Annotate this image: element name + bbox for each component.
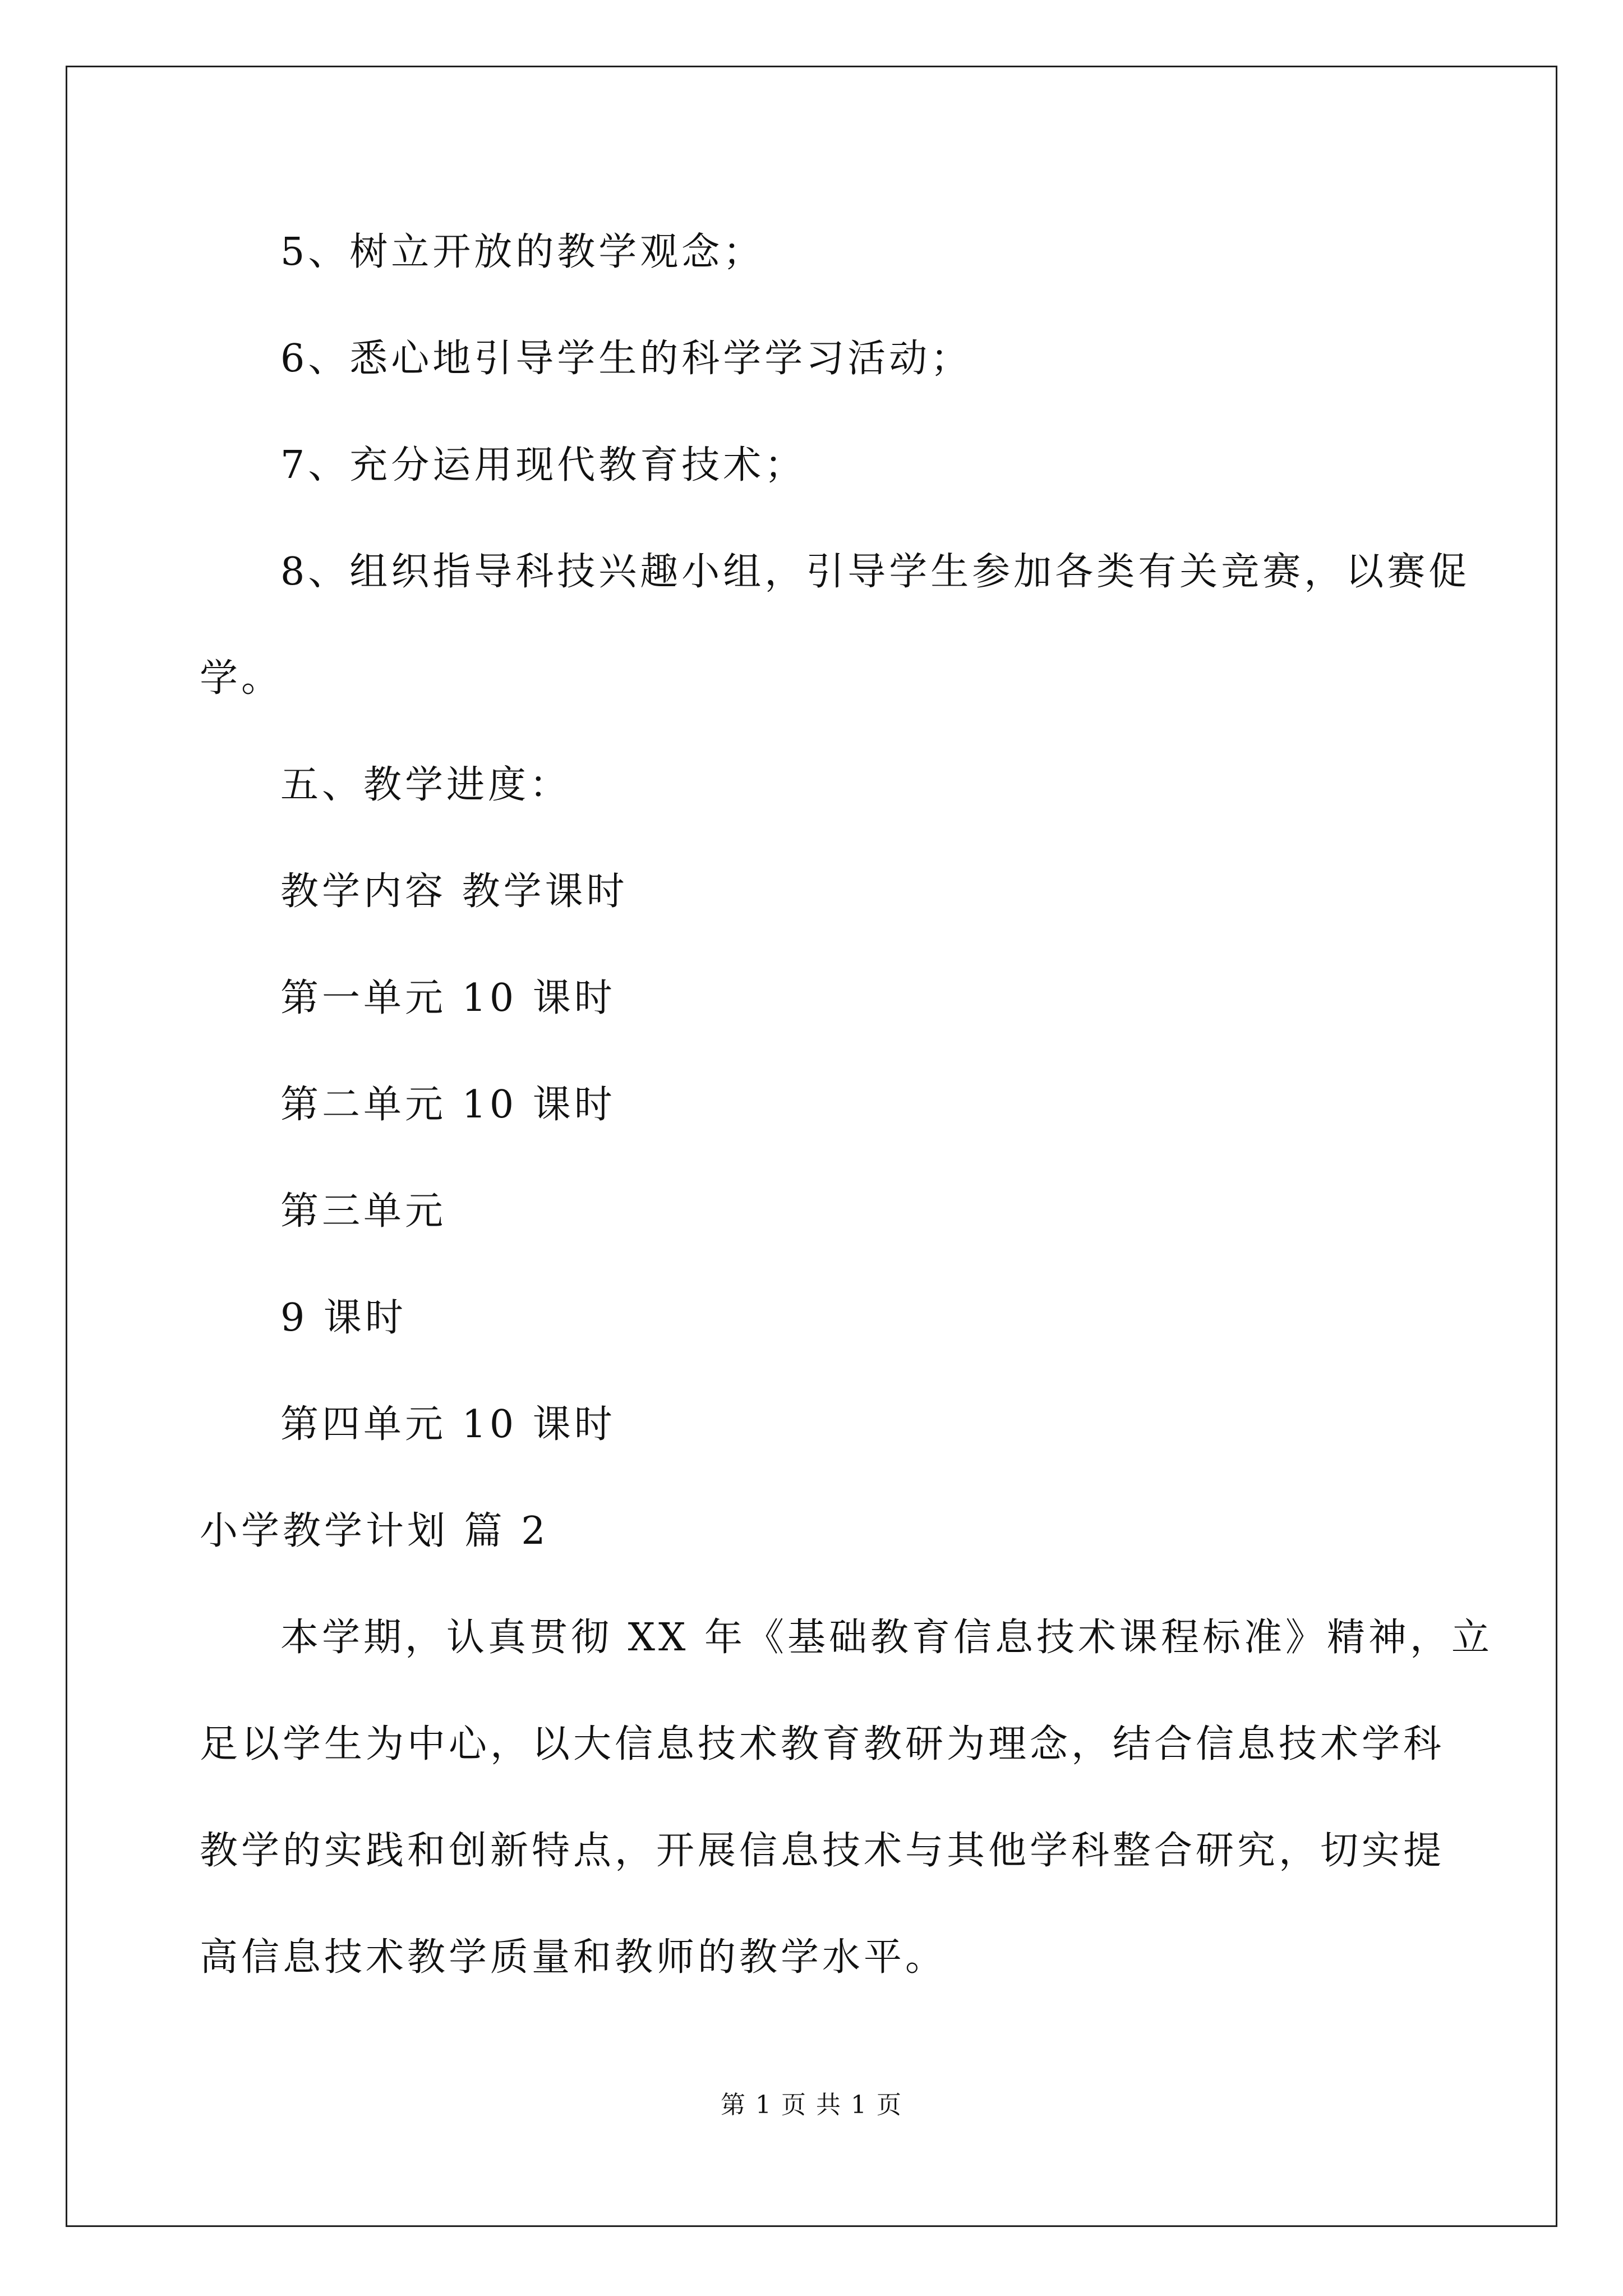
list-item-6: 6、悉心地引导学生的科学学习活动；	[280, 337, 972, 381]
schedule-row: 9 课时	[280, 1296, 407, 1340]
paragraph-line: 足以学生为中心，以大信息技术教育教研为理念，结合信息技术学科	[200, 1722, 1445, 1766]
schedule-header: 教学内容 教学课时	[280, 869, 628, 914]
page-number-footer: 第 1 页 共 1 页	[721, 2091, 902, 2119]
schedule-row: 第二单元 10 课时	[280, 1083, 616, 1127]
schedule-row: 第三单元	[280, 1189, 447, 1234]
schedule-row: 第四单元 10 课时	[280, 1402, 616, 1447]
page-border	[66, 66, 1557, 2227]
paragraph-line: 教学的实践和创新特点，开展信息技术与其他学科整合研究，切实提	[200, 1829, 1445, 1873]
list-item-7: 7、充分运用现代教育技术；	[280, 443, 806, 487]
section-heading: 五、教学进度：	[280, 763, 571, 807]
paragraph-line: 高信息技术教学质量和教师的教学水平。	[200, 1935, 947, 1980]
list-item-8: 8、组织指导科技兴趣小组，引导学生参加各类有关竞赛，以赛促	[280, 550, 1470, 594]
list-item-8-continued: 学。	[200, 656, 283, 701]
paragraph-line: 本学期，认真贯彻 XX 年《基础教育信息技术课程标准》精神，立	[280, 1616, 1493, 1660]
article-title: 小学教学计划 篇 2	[200, 1509, 549, 1553]
list-item-5: 5、树立开放的教学观念；	[280, 230, 765, 274]
schedule-row: 第一单元 10 课时	[280, 976, 616, 1020]
